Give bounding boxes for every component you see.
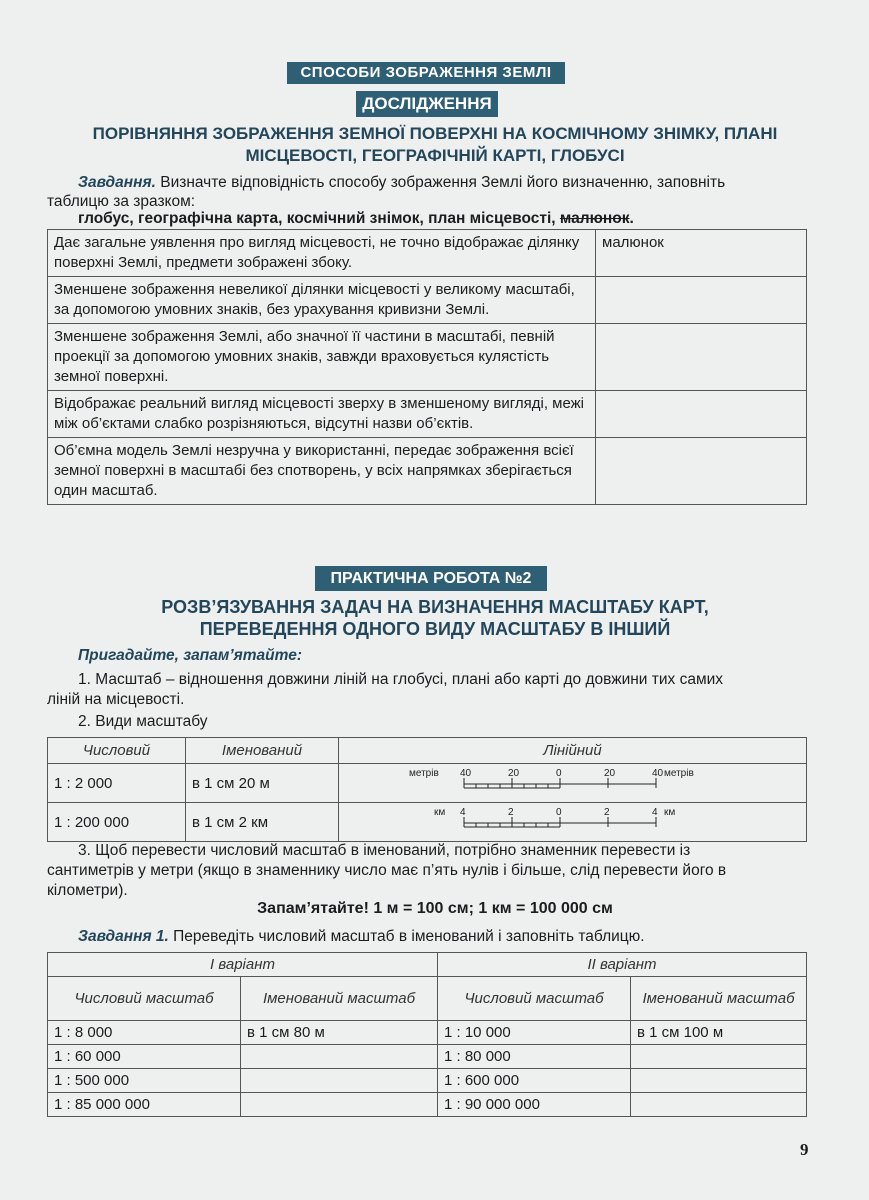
v1-numeric-cell: 1 : 85 000 000	[48, 1093, 241, 1117]
scale-tick-label: 0	[556, 768, 562, 779]
definition-row	[48, 391, 807, 438]
definition-row	[48, 438, 807, 505]
v2-named-cell[interactable]	[631, 1045, 807, 1069]
section-title-banner: СПОСОБИ ЗОБРАЖЕННЯ ЗЕМЛІ	[287, 62, 565, 84]
scale-row	[48, 764, 807, 803]
scale-tick-label: 20	[508, 768, 520, 779]
definition-text: Зменшене зображення невеликої ділянки місцевості у великому масштабі, за допомогою умовних знаків, без урахування кривизни Землі.	[48, 277, 596, 324]
task-text: Визначте відповідність способу зображення Землі його визначенню, заповніть	[155, 174, 726, 191]
task-options-end: .	[629, 210, 634, 227]
definition-answer[interactable]	[596, 277, 807, 324]
linear-scale-drawing	[339, 803, 779, 837]
practical-title-line2: ПЕРЕВЕДЕННЯ ОДНОГО ВИДУ МАСШТАБУ В ІНШИЙ	[199, 619, 671, 639]
v1-named-cell[interactable]	[241, 1069, 438, 1093]
v2-named-header: Іменований масштаб	[631, 977, 807, 1021]
task1-row	[48, 1021, 807, 1045]
definition-row	[48, 230, 807, 277]
scale-numeric: 1 : 2 000	[48, 764, 186, 803]
scale-linear	[339, 764, 807, 803]
col-numeric: Числовий	[48, 738, 186, 764]
definition-answer[interactable]	[596, 438, 807, 505]
task1-row	[48, 1093, 807, 1117]
v2-numeric-header: Числовий масштаб	[438, 977, 631, 1021]
v1-named-cell[interactable]	[241, 1093, 438, 1117]
v2-named-cell[interactable]: в 1 см 100 м	[631, 1021, 807, 1045]
v2-numeric-cell: 1 : 10 000	[438, 1021, 631, 1045]
struck-option: малюнок	[559, 210, 630, 227]
page-number: 9	[800, 1140, 809, 1159]
research-title-line2: МІСЦЕВОСТІ, ГЕОГРАФІЧНІЙ КАРТІ, ГЛОБУСІ	[245, 146, 625, 165]
definition-text: Дає загальне уявлення про вигляд місцевості, не точно відображає ділянку поверхні Землі, предмети зображені збоку.	[48, 230, 596, 277]
v1-named-cell[interactable]: в 1 см 80 м	[241, 1021, 438, 1045]
research-badge: ДОСЛІДЖЕННЯ	[356, 91, 498, 117]
task-paragraph-2: таблицю за зразком:	[47, 193, 196, 210]
scale-row	[48, 803, 807, 842]
v1-numeric-cell: 1 : 60 000	[48, 1045, 241, 1069]
v1-named-header: Іменований масштаб	[241, 977, 438, 1021]
practical-title-line1: РОЗВ’ЯЗУВАННЯ ЗАДАЧ НА ВИЗНАЧЕННЯ МАСШТАБУ КАРТ,	[161, 597, 709, 617]
point3-line3: кілометри).	[47, 882, 128, 899]
col-linear: Лінійний	[339, 738, 807, 764]
v2-numeric-cell: 1 : 600 000	[438, 1069, 631, 1093]
task-paragraph	[78, 172, 818, 193]
scale-types-table	[47, 737, 807, 842]
v2-named-cell[interactable]	[631, 1069, 807, 1093]
point1-line2: ліній на місцевості.	[47, 691, 185, 708]
task1-text: Переведіть числовий масштаб в іменований і заповніть таблицю.	[168, 928, 645, 945]
v2-named-cell[interactable]	[631, 1093, 807, 1117]
task1-row	[48, 1045, 807, 1069]
scale-named: в 1 см 20 м	[186, 764, 339, 803]
definition-text: Зменшене зображення Землі, або значної її частини в масштабі, певній проекції за допомогою умовних знаків, завжди враховується кулястість земної поверхні.	[48, 324, 596, 391]
variant1-header: І варіант	[48, 953, 438, 977]
scale-unit-left: км	[434, 807, 446, 818]
definition-answer[interactable]	[596, 324, 807, 391]
task-options	[78, 208, 634, 229]
v1-numeric-cell: 1 : 8 000	[48, 1021, 241, 1045]
scale-numeric: 1 : 200 000	[48, 803, 186, 842]
scale-tick-label: 20	[604, 768, 616, 779]
scale-unit-right: км	[664, 807, 676, 818]
definitions-table	[47, 229, 807, 505]
task1-label: Завдання 1.	[78, 928, 169, 945]
definition-row	[48, 324, 807, 391]
scale-unit-right: метрів	[664, 768, 694, 779]
scale-tick-label: 40	[652, 768, 664, 779]
practical-work-badge: ПРАКТИЧНА РОБОТА №2	[315, 566, 547, 591]
v1-numeric-header: Числовий масштаб	[48, 977, 241, 1021]
v1-numeric-cell: 1 : 500 000	[48, 1069, 241, 1093]
definition-text: Відображає реальний вигляд місцевості зверху в зменшеному вигляді, межі між об’єктами слабко розрізняються, відсутні назви об’єктів.	[48, 391, 596, 438]
research-title-line1: ПОРІВНЯННЯ ЗОБРАЖЕННЯ ЗЕМНОЇ ПОВЕРХНІ НА КОСМІЧНОМУ ЗНІМКУ, ПЛАНІ	[92, 124, 778, 143]
v1-named-cell[interactable]	[241, 1045, 438, 1069]
point3-line2: сантиметрів у метри (якщо в знаменнику число має п’ять нулів і більше, слід перевести його в	[47, 862, 727, 879]
scale-tick-label: 40	[460, 768, 472, 779]
task1-paragraph	[78, 926, 645, 947]
definition-row	[48, 277, 807, 324]
scale-tick-label: 4	[460, 807, 466, 818]
variant2-header: ІІ варіант	[438, 953, 807, 977]
point1-line1: 1. Масштаб – відношення довжини ліній на глобусі, плані або карті до довжини тих самих	[78, 671, 724, 688]
v2-numeric-cell: 1 : 90 000 000	[438, 1093, 631, 1117]
task-options-list: глобус, географічна карта, космічний знімок, план місцевості,	[78, 210, 560, 227]
scale-unit-left: метрів	[409, 768, 439, 779]
scale-named: в 1 см 2 км	[186, 803, 339, 842]
remember-label: Пригадайте, запам’ятайте:	[78, 647, 303, 664]
v2-numeric-cell: 1 : 80 000	[438, 1045, 631, 1069]
scale-linear	[339, 803, 807, 842]
definition-text: Об’ємна модель Землі незручна у використанні, передає зображення всієї земної поверхні в масштабі без спотворень, у всіх напрямках зберігається один масштаб.	[48, 438, 596, 505]
scale-tick-label: 0	[556, 807, 562, 818]
linear-scale-drawing	[339, 764, 779, 798]
task1-row	[48, 1069, 807, 1093]
scale-tick-label: 4	[652, 807, 658, 818]
remember-note: Запам’ятайте! 1 м = 100 см; 1 км = 100 000 см	[257, 900, 613, 917]
col-named: Іменований	[186, 738, 339, 764]
definition-answer[interactable]: малюнок	[596, 230, 807, 277]
task1-table	[47, 952, 807, 1117]
scale-tick-label: 2	[508, 807, 514, 818]
point3-line1: 3. Щоб перевести числовий масштаб в іменований, потрібно знаменник перевести із	[78, 842, 691, 859]
definition-answer[interactable]	[596, 391, 807, 438]
task-label: Завдання.	[78, 174, 156, 191]
scale-tick-label: 2	[604, 807, 610, 818]
point2: 2. Види масштабу	[78, 713, 208, 730]
